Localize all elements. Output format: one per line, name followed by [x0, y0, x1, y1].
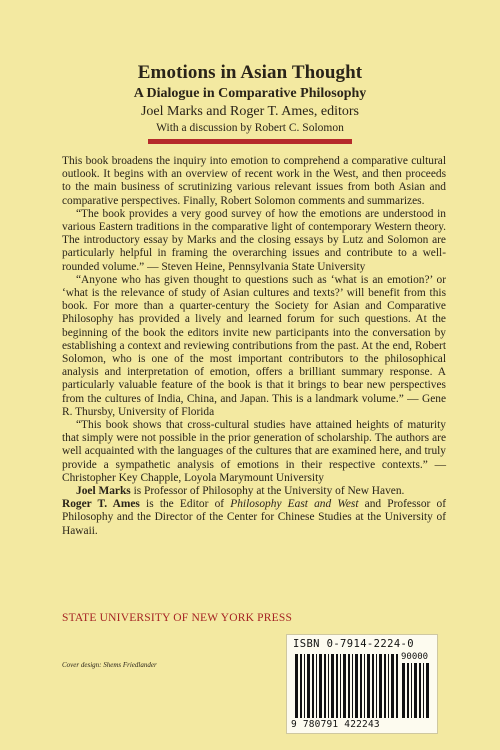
barcode-bar — [328, 654, 329, 718]
cover-design-credit: Cover design: Shems Friedlander — [62, 661, 157, 669]
barcode-bar — [295, 654, 298, 718]
bio-roger-ames — [62, 498, 446, 538]
bio-text-ames-1: is the Editor of — [139, 498, 231, 511]
barcode-bar — [376, 654, 377, 718]
barcode-bar — [388, 654, 389, 718]
barcode-bar — [340, 654, 341, 718]
review-quote-heine: “The book provides a very good survey of how the emotions are understood in various Eastern traditions in the comparative light of contemporary Western theory. The introductory essay by Marks and the closing essays by Lutz and Solomon are particularly helpful in framing the overarching issues and contribute to a well-rounded volume.” — Steven Heine, Pennsylvania State University — [62, 207, 446, 273]
barcode-bar — [372, 654, 374, 718]
book-title: Emotions in Asian Thought — [137, 62, 363, 83]
bio-text-marks: is Professor of Philosophy at the University of New Haven. — [130, 485, 405, 498]
barcode-label — [286, 634, 438, 734]
book-subtitle: A Dialogue in Comparative Philosophy — [133, 86, 367, 101]
publisher-name: STATE UNIVERSITY OF NEW YORK PRESS — [62, 612, 293, 624]
barcode-bar — [407, 663, 409, 718]
barcode-bar — [352, 654, 353, 718]
barcode-bar — [307, 654, 310, 718]
barcode-bar — [423, 663, 424, 718]
bio-text-ames-2: and Professor of Philosophy and the Director of the Center for Chinese Studies at the University of Hawaii. — [62, 498, 446, 537]
addon-price-code: 90000 — [401, 652, 429, 662]
isbn-text: ISBN 0-7914-2224-0 — [293, 638, 414, 650]
barcode-bar — [411, 663, 412, 718]
barcode-bar — [379, 654, 382, 718]
barcode-bar — [348, 654, 350, 718]
barcode-bar — [426, 663, 429, 718]
barcode-bar — [364, 654, 365, 718]
barcode-bar — [384, 654, 386, 718]
bio-joel-marks — [62, 485, 446, 498]
ean-number: 9 780791 422243 — [291, 719, 380, 730]
barcode-bar — [316, 654, 317, 718]
red-divider — [148, 139, 352, 144]
barcode-bar — [367, 654, 370, 718]
barcode-bar — [336, 654, 338, 718]
blurb-intro: This book broadens the inquiry into emotion to comprehend a comparative cultural outlook. It begins with an overview of recent work in the West, and then proceeds to the main business of scrutinizing various relevant issues from both Asian and comparative perspectives. Finally, Robert Solomon comments and summarizes. — [62, 155, 446, 207]
barcode-bar — [312, 654, 314, 718]
review-quote-chapple: “This book shows that cross-cultural studies have attained heights of maturity that simply were not possible in the prior generation of scholarship. The authors are well acquainted with the languages of the cultures that are examined here, and truly provide a sympathetic analysis of emotions in their respective contexts.” — Christopher Key Chapple, Loyola Marymount University — [62, 419, 446, 484]
barcode-bar — [343, 654, 346, 718]
barcode-bar — [419, 663, 421, 718]
barcode-bar — [319, 654, 322, 718]
barcode-bar — [391, 654, 394, 718]
barcode-bar — [331, 654, 334, 718]
barcode-bar — [300, 654, 302, 718]
barcode-bar — [324, 654, 326, 718]
barcode-bar — [304, 654, 305, 718]
bio-name-marks: Joel Marks — [76, 485, 131, 498]
ean-barcode — [295, 654, 399, 718]
barcode-bar — [355, 654, 358, 718]
review-quote-thursby: “Anyone who has given thought to questions such as ‘what is an emotion?’ or ‘what is the relevance of study of Asian cultures and texts?’ will benefit from this book. For more than a quarter-century the Society for Asian and Comparative Philosophy has provided a lively and learned forum for such questions. At the beginning of the book the editors invite new participants into the conversation by establishing a context and reviewing contributions from the past. At the end, Robert Solomon, who is one of the most important contributors to the philosophical analysis and interpretation of emotion, offers a brilliant summary response. A particularly valuable feature of the book is that it brings to bear new perspectives from the cultures of India, China, and Japan. This is a landmark volume.” — Gene R. Thursby, University of Florida — [62, 273, 446, 418]
barcode-bar — [402, 663, 405, 718]
blurb — [62, 155, 446, 538]
barcode-bar — [360, 654, 362, 718]
discussion-credit: With a discussion by Robert C. Solomon — [156, 122, 344, 134]
addon-barcode — [402, 663, 432, 718]
barcode-bar — [396, 654, 398, 718]
bio-name-ames: Roger T. Ames — [62, 498, 140, 511]
barcode-bar — [414, 663, 417, 718]
book-editors: Joel Marks and Roger T. Ames, editors — [140, 104, 359, 119]
journal-title: Philosophy East and West — [230, 498, 359, 511]
